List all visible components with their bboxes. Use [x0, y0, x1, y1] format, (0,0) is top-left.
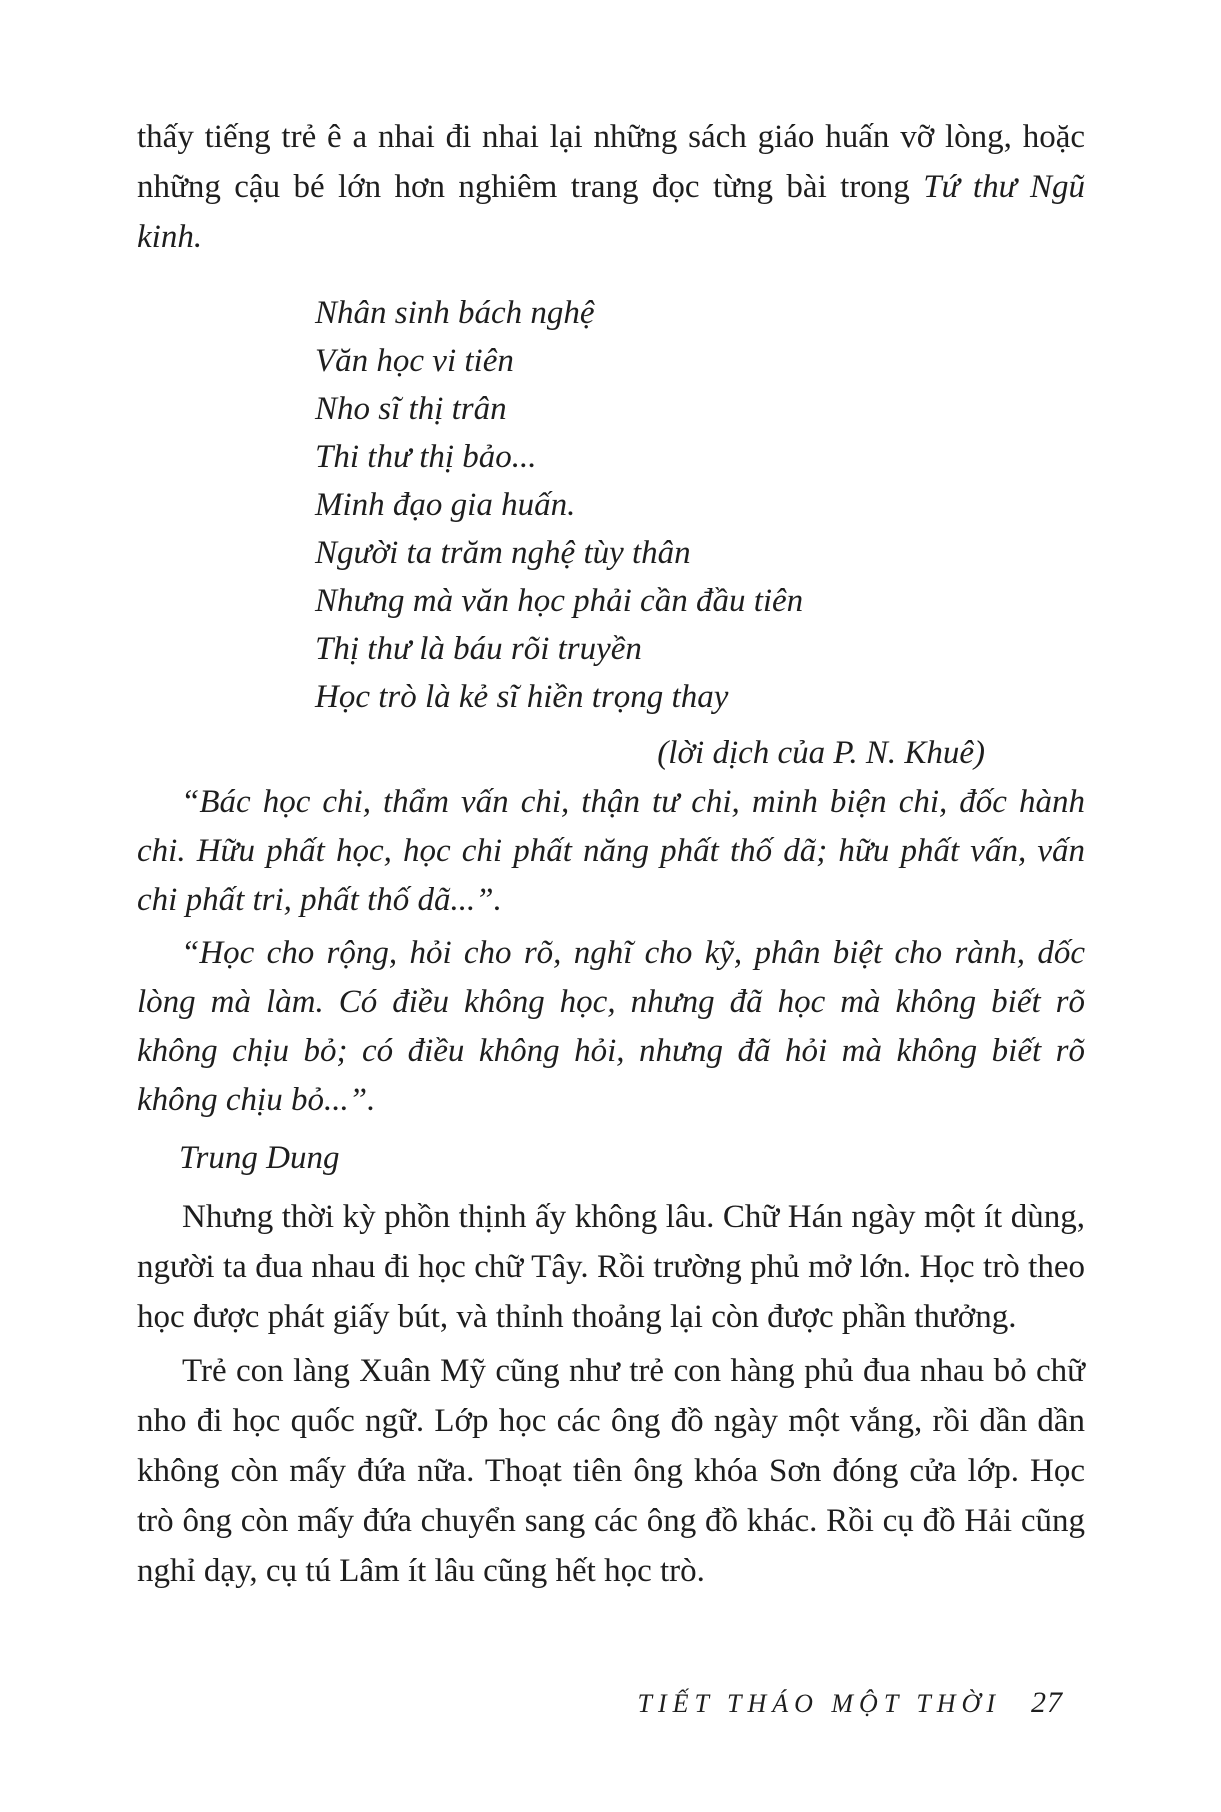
- poem-attribution: (lời dịch của P. N. Khuê): [657, 735, 985, 771]
- intro-paragraph-regular: thấy tiếng trẻ ê a nhai đi nhai lại những sách giáo huấn vỡ lòng, hoặc những cậu bé lớn hơn nghiêm trang đọc từng bài trong: [137, 119, 1085, 205]
- body-paragraph-2: Trẻ con làng Xuân Mỹ cũng như trẻ con hàng phủ đua nhau bỏ chữ nho đi học quốc ngữ. Lớp học các ông đồ ngày một vắng, rồi dần dần không còn mấy đứa nữa. Thoạt tiên ông khóa Sơn đóng cửa lớp. Học trò ông còn mấy đứa chuyển sang các ông đồ khác. Rồi cụ đồ Hải cũng nghỉ dạy, cụ tú Lâm ít lâu cũng hết học trò.: [137, 1353, 1085, 1589]
- page-number: 27: [1031, 1686, 1063, 1719]
- running-title: TIẾT THÁO MỘT THỜI: [637, 1689, 1001, 1718]
- intro-paragraph: [137, 112, 1085, 262]
- poem-block: [315, 289, 1085, 721]
- page-body: [137, 112, 1085, 1596]
- poem-line: Thi thư thị bảo...: [315, 439, 537, 475]
- quote-source: Trung Dung: [179, 1140, 340, 1176]
- poem-line: Nho sĩ thị trân: [315, 391, 507, 427]
- poem-line: Nhân sinh bách nghệ: [315, 295, 595, 331]
- page-footer: [638, 1686, 1063, 1720]
- poem-line: Học trò là kẻ sĩ hiền trọng thay: [315, 679, 729, 715]
- poem-line: Người ta trăm nghệ tùy thân: [315, 535, 691, 571]
- intro-paragraph-book-title: Tứ thư Ngũ kinh.: [137, 169, 1086, 255]
- body-paragraph-1: Nhưng thời kỳ phồn thịnh ấy không lâu. Chữ Hán ngày một ít dùng, người ta đua nhau đi học chữ Tây. Rồi trường phủ mở lớn. Học trò theo học được phát giấy bút, và thỉnh thoảng lại còn được phần thưởng.: [137, 1199, 1085, 1335]
- poem-line: Minh đạo gia huấn.: [315, 487, 576, 523]
- quote-paragraph-2: “Học cho rộng, hỏi cho rõ, nghĩ cho kỹ, phân biệt cho rành, dốc lòng mà làm. Có điều không học, nhưng đã học mà không biết rõ không chịu bỏ; có điều không hỏi, nhưng đã hỏi mà không biết rõ không chịu bỏ...”.: [137, 935, 1085, 1118]
- poem-line: Nhưng mà văn học phải cần đầu tiên: [315, 583, 804, 619]
- poem-line: Văn học vi tiên: [315, 343, 514, 379]
- quote-paragraph-1: “Bác học chi, thẩm vấn chi, thận tư chi, minh biện chi, đốc hành chi. Hữu phất học, học chi phất năng phất thố dã; hữu phất vấn, vấn chi phất tri, phất thố dã...”.: [137, 784, 1085, 918]
- poem-line: Thị thư là báu rõi truyền: [315, 631, 642, 667]
